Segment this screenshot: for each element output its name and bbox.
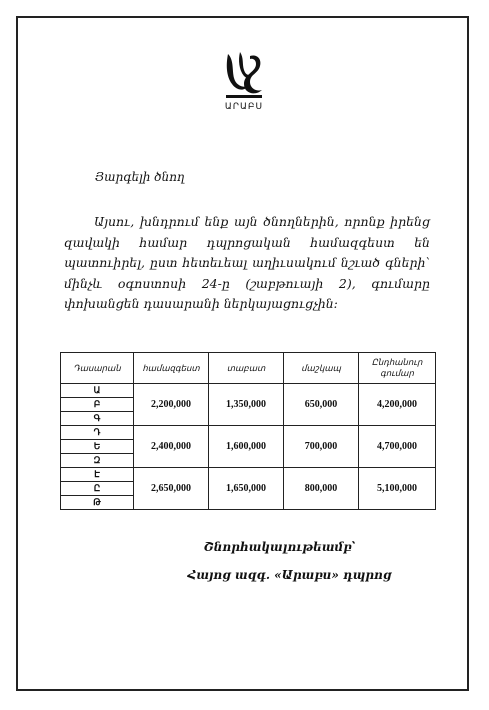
header-uniform: համազգեստ bbox=[134, 353, 209, 384]
table-row bbox=[61, 384, 436, 398]
shirt-price: 700,000 bbox=[284, 426, 359, 468]
grade-cell: Է bbox=[61, 468, 134, 482]
grade-cell: Ա bbox=[61, 384, 134, 398]
shirt-price: 650,000 bbox=[284, 384, 359, 426]
table-header-row bbox=[61, 353, 436, 384]
body-paragraph: Այսու, խնդրում ենք այն ծնողներին, որոնք իրենց զավակի համար դպրոցական համազգեստ են պատուիրել, ըստ հետեւեալ աղիւսակում նշւած գների՝ մինչև օգոստոսի 24-ը (շաբթուայի 2), գումարը փոխանցեն դասարանի ներկայացուցչին։ bbox=[64, 214, 430, 311]
grade-cell: Ե bbox=[61, 440, 134, 454]
table-row bbox=[61, 468, 436, 482]
pants-price: 1,600,000 bbox=[209, 426, 284, 468]
logo-text: ԱՐԱԲՍ bbox=[224, 102, 264, 112]
uniform-price: 2,400,000 bbox=[134, 426, 209, 468]
header-grade: Դասարան bbox=[61, 353, 134, 384]
pants-price: 1,350,000 bbox=[209, 384, 284, 426]
signature-school: Հայոց ազգ. «Արաբս» դպրոց bbox=[187, 568, 392, 582]
fees-table bbox=[60, 352, 436, 510]
grade-cell: Գ bbox=[61, 412, 134, 426]
grade-cell: Բ bbox=[61, 398, 134, 412]
grade-cell: Զ bbox=[61, 454, 134, 468]
shirt-price: 800,000 bbox=[284, 468, 359, 510]
table-row bbox=[61, 426, 436, 440]
grade-cell: Ը bbox=[61, 482, 134, 496]
greeting: Յարգելի ծնող bbox=[95, 170, 185, 184]
arabs-calligraphic-logo-icon bbox=[222, 50, 266, 100]
signature-thanks: Շնորհակալութեամբ՝ bbox=[203, 540, 356, 554]
total-price: 4,700,000 bbox=[359, 426, 436, 468]
uniform-price: 2,650,000 bbox=[134, 468, 209, 510]
header-shirt: մաշկապ bbox=[284, 353, 359, 384]
uniform-price: 2,200,000 bbox=[134, 384, 209, 426]
grade-cell: Թ bbox=[61, 496, 134, 510]
total-price: 5,100,000 bbox=[359, 468, 436, 510]
grade-cell: Դ bbox=[61, 426, 134, 440]
pants-price: 1,650,000 bbox=[209, 468, 284, 510]
header-total: Ընդհանուր գումար bbox=[359, 353, 436, 384]
total-price: 4,200,000 bbox=[359, 384, 436, 426]
header-pants: տաբատ bbox=[209, 353, 284, 384]
